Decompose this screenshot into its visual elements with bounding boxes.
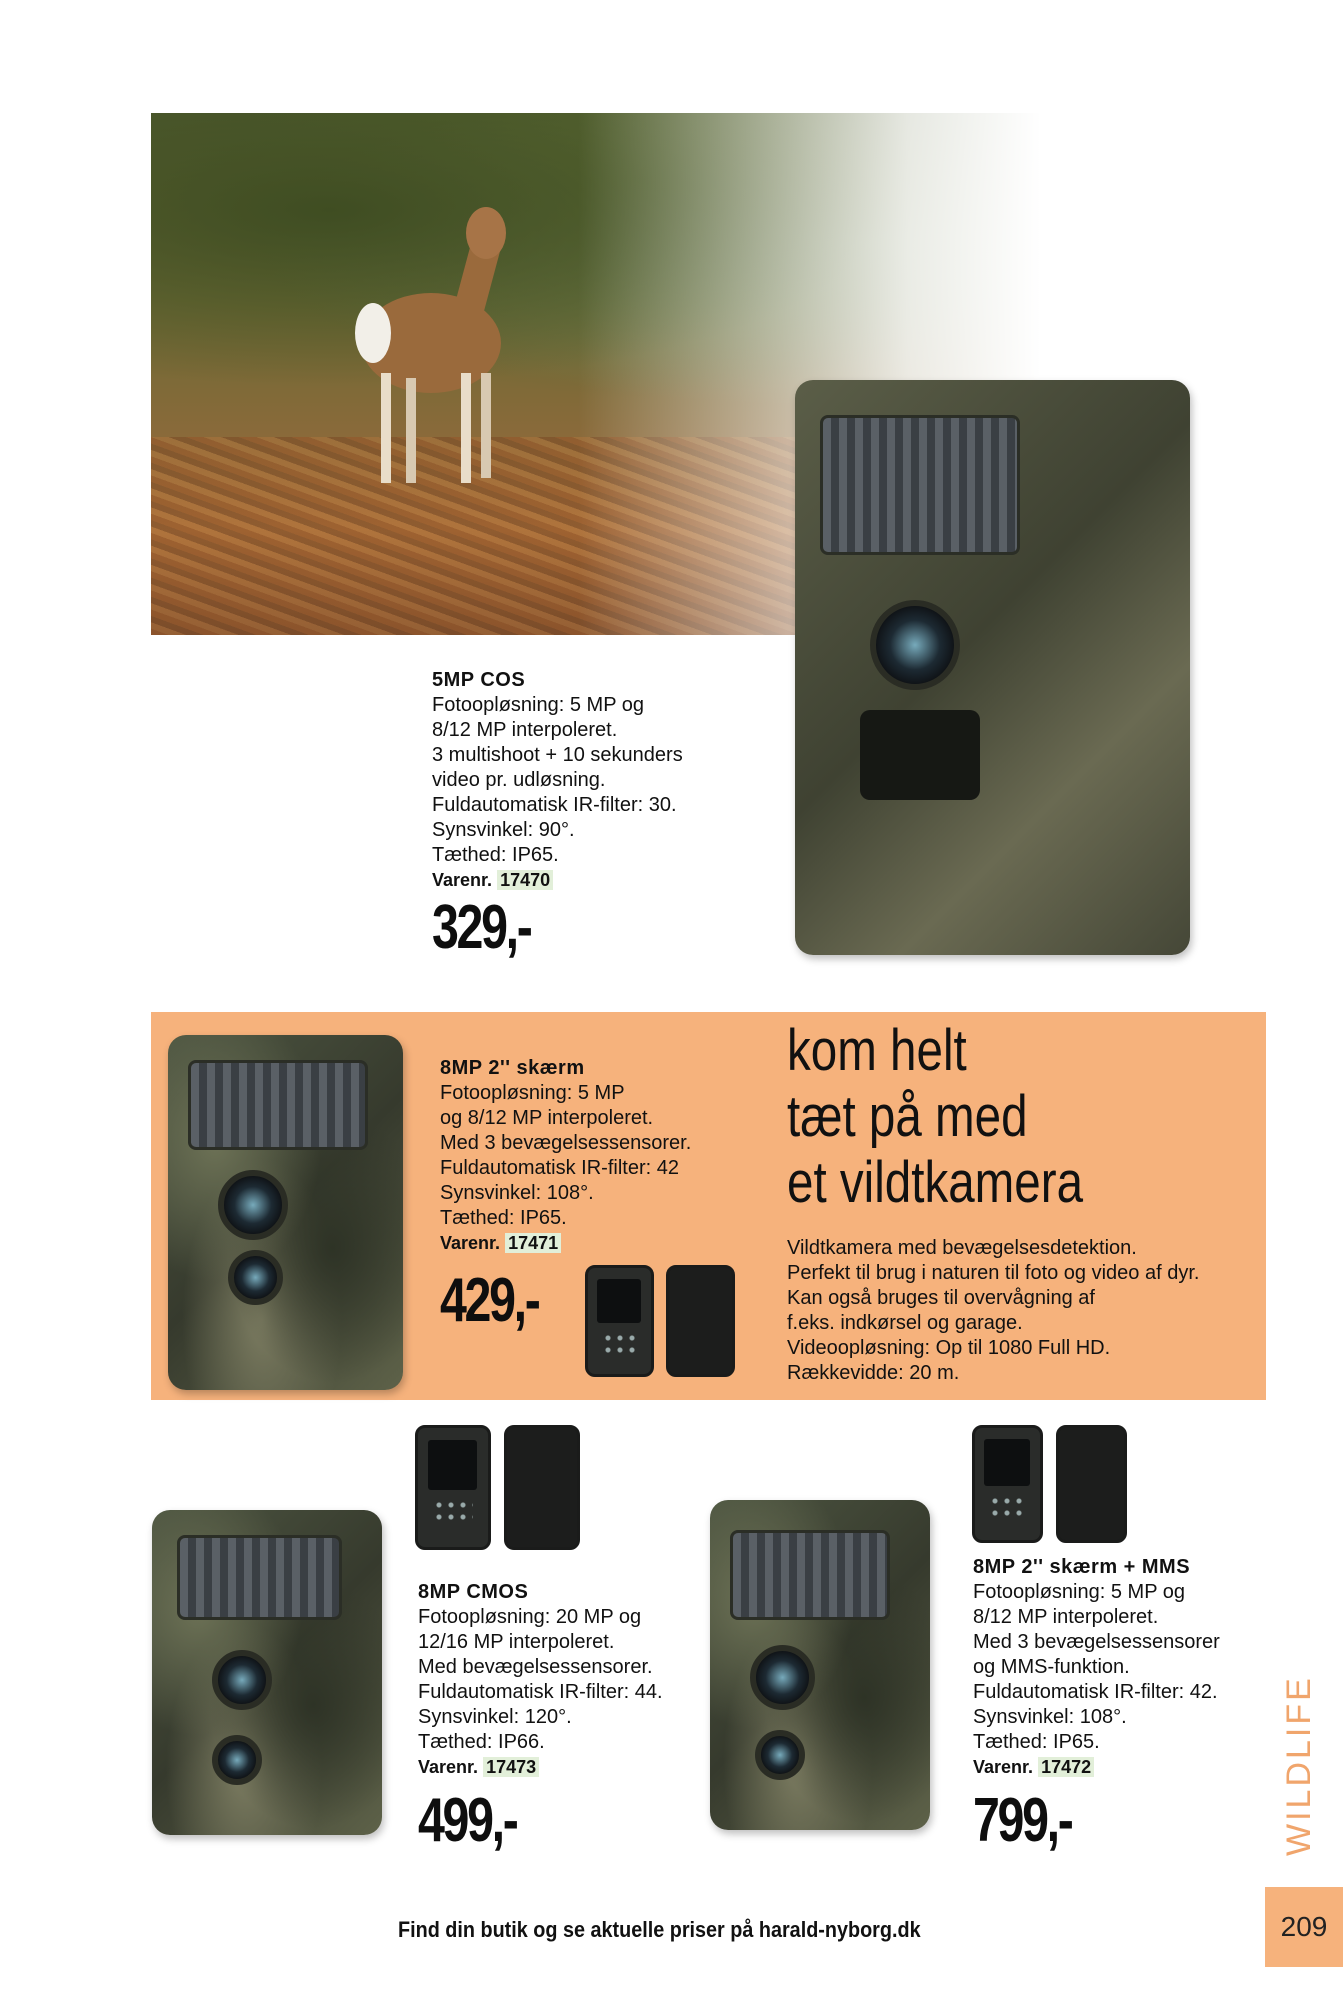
camera-5mp-cos-image [795, 380, 1190, 955]
camera-8mp-cmos-image [152, 1510, 382, 1835]
spec-line: 8/12 MP interpoleret. [973, 1606, 1159, 1628]
camera-door-left [972, 1425, 1043, 1543]
camera-buttons [602, 1332, 637, 1355]
spec-line: Med bevægelsessensorer. [418, 1656, 653, 1678]
product-title: 8MP 2'' skærm + MMS [973, 1556, 1191, 1578]
ir-led-panel [730, 1530, 890, 1620]
ir-led-panel [177, 1535, 342, 1620]
camera-door-left [585, 1265, 654, 1377]
spec-line: Fuldautomatisk IR-filter: 42 [440, 1157, 679, 1179]
description-line: f.eks. indkørsel og garage. [787, 1312, 1023, 1334]
camera-8mp-2in-image [168, 1035, 403, 1390]
spec-line: 8/12 MP interpoleret. [432, 719, 618, 741]
spec-line: Synsvinkel: 90°. [432, 819, 575, 841]
ir-led-panel [188, 1060, 368, 1150]
camera-8mp-2in-open-image [585, 1265, 735, 1377]
ir-led-panel [820, 415, 1020, 555]
product-5mp-cos-specs [432, 668, 762, 893]
price-8mp-mms: 799,- [973, 1786, 1072, 1855]
camera-screen [984, 1439, 1030, 1486]
description-line: Videoopløsning: Op til 1080 Full HD. [787, 1337, 1111, 1359]
headline-line: et vildtkamera [787, 1150, 1084, 1215]
motion-sensor [228, 1250, 283, 1305]
camera-lens [870, 600, 960, 690]
section-label: WILDLIFE [1280, 1675, 1318, 1856]
camera-8mp-mms-image [710, 1500, 930, 1830]
page-number: 209 [1265, 1887, 1343, 1967]
spec-line: Fuldautomatisk IR-filter: 42. [973, 1681, 1218, 1703]
price-8mp-cmos: 499,- [418, 1786, 517, 1855]
camera-door-right [504, 1425, 580, 1550]
camera-8mp-mms-open-image [972, 1425, 1127, 1543]
spec-line: 3 multishoot + 10 sekunders [432, 744, 683, 766]
item-number-value: 17472 [1038, 1757, 1094, 1777]
description-line: Perfekt til brug i naturen til foto og video af dyr. [787, 1262, 1200, 1284]
product-title: 8MP 2'' skærm [440, 1057, 585, 1079]
product-8mp-2in-specs [440, 1056, 780, 1256]
promo-description [787, 1236, 1267, 1386]
camera-lens [218, 1170, 288, 1240]
spec-line: Fotoopløsning: 5 MP og [973, 1581, 1185, 1603]
item-number-label: Varenr. [440, 1233, 501, 1253]
spec-line: Fotoopløsning: 20 MP og [418, 1606, 642, 1628]
product-title: 8MP CMOS [418, 1581, 529, 1603]
spec-line: Tæthed: IP65. [440, 1207, 567, 1229]
spec-line: Synsvinkel: 108°. [973, 1706, 1127, 1728]
spec-line: Med 3 bevægelsessensorer. [440, 1132, 692, 1154]
description-line: Kan også bruges til overvågning af [787, 1287, 1095, 1309]
camera-buttons [989, 1495, 1026, 1520]
spec-line: Fotoopløsning: 5 MP og [432, 694, 644, 716]
motion-sensor [860, 710, 980, 800]
headline-line: tæt på med [787, 1084, 1028, 1149]
camera-lens [750, 1645, 815, 1710]
spec-line: Fotoopløsning: 5 MP [440, 1082, 625, 1104]
spec-line: Tæthed: IP65. [973, 1731, 1100, 1753]
item-number-label: Varenr. [418, 1757, 479, 1777]
headline-line: kom helt [787, 1018, 967, 1083]
item-number [973, 1755, 1263, 1780]
spec-line: og 8/12 MP interpoleret. [440, 1107, 654, 1129]
spec-line: Med 3 bevægelsessensorer [973, 1631, 1220, 1653]
spec-line: Fuldautomatisk IR-filter: 44. [418, 1681, 663, 1703]
product-8mp-mms-specs [973, 1555, 1263, 1780]
camera-door-right [1056, 1425, 1127, 1543]
item-number [432, 868, 762, 893]
footer-store-link-text: Find din butik og se aktuelle priser på harald-nyborg.dk [398, 1917, 921, 1942]
spec-line: video pr. udløsning. [432, 769, 606, 791]
spec-line: Tæthed: IP66. [418, 1731, 545, 1753]
price-8mp-2in: 429,- [440, 1266, 539, 1335]
item-number [418, 1755, 718, 1780]
description-line: Vildtkamera med bevægelsesdetektion. [787, 1237, 1137, 1259]
product-title: 5MP COS [432, 669, 526, 691]
spec-line: Fuldautomatisk IR-filter: 30. [432, 794, 677, 816]
spec-line: Synsvinkel: 108°. [440, 1182, 594, 1204]
camera-door-right [666, 1265, 735, 1377]
promo-headline [787, 1018, 1164, 1216]
spec-line: 12/16 MP interpoleret. [418, 1631, 615, 1653]
motion-sensor [212, 1735, 262, 1785]
item-number [440, 1231, 780, 1256]
product-8mp-cmos-specs [418, 1580, 718, 1780]
price-5mp-cos: 329,- [432, 893, 531, 962]
camera-screen [428, 1440, 477, 1490]
camera-lens [212, 1650, 272, 1710]
description-line: Rækkevidde: 20 m. [787, 1362, 960, 1384]
item-number-label: Varenr. [973, 1757, 1034, 1777]
item-number-label: Varenr. [432, 870, 493, 890]
spec-line: og MMS-funktion. [973, 1656, 1130, 1678]
spec-line: Synsvinkel: 120°. [418, 1706, 572, 1728]
camera-screen [597, 1279, 641, 1324]
camera-8mp-cmos-open-image [415, 1425, 580, 1550]
camera-door-left [415, 1425, 491, 1550]
camera-buttons [433, 1499, 472, 1525]
item-number-value: 17470 [497, 870, 553, 890]
motion-sensor [755, 1730, 805, 1780]
item-number-value: 17471 [505, 1233, 561, 1253]
item-number-value: 17473 [483, 1757, 539, 1777]
spec-line: Tæthed: IP65. [432, 844, 559, 866]
